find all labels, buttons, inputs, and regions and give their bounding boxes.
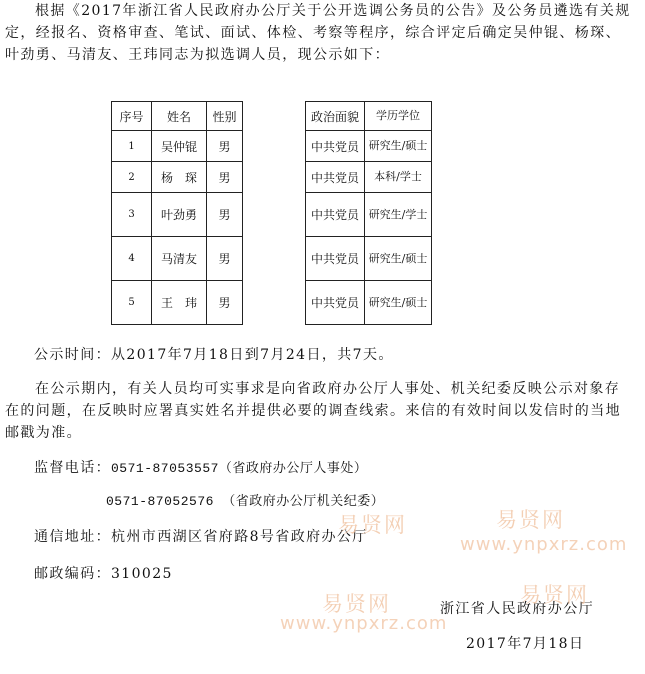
row-gender: 男: [207, 131, 243, 162]
watermark-text: 易贤网: [496, 508, 565, 532]
mailing-address: 通信地址：杭州市西湖区省府路8号省政府办公厅: [34, 529, 368, 545]
header-no: 序号: [112, 102, 152, 131]
intro-paragraph: 根据《2017年浙江省人民政府办公厅关于公开选调公务员的公告》及公务员遴选有关规定，经报名、资格审查、笔试、面试、体检、考察等程序，综合评定后确定吴仲锟、杨琛、叶劲勇、马清友、王玮同志为拟选调人员，现公示如下：: [5, 3, 631, 63]
issuing-organization: 浙江省人民政府办公厅: [440, 601, 594, 617]
row-education: 研究生/硕士: [365, 131, 432, 162]
table-row: [306, 193, 432, 237]
watermark-text: 易贤网: [520, 583, 589, 607]
notice-paragraph: 在公示期内，有关人员均可实事求是向省政府办公厅人事处、机关纪委反映公示对象存在的问题，在反映时应署真实姓名并提供必要的调查线索。来信的有效时间以发信时的当地邮戳为准。: [5, 381, 621, 441]
row-party: 中共党员: [306, 131, 365, 162]
phone-hr: 0571-87053557（省政府办公厅人事处）: [111, 461, 368, 476]
row-education: 研究生/学士: [365, 193, 432, 237]
table-row: [112, 237, 243, 281]
row-name: 吴仲锟: [152, 131, 207, 162]
row-party: 中共党员: [306, 237, 365, 281]
table-row: [306, 162, 432, 193]
watermark-url: www.ynpxrz.com: [460, 534, 628, 555]
candidate-table-right: [305, 101, 432, 325]
table-row: [306, 281, 432, 325]
table-row: [112, 162, 243, 193]
watermark-text: 易贤网: [322, 592, 391, 616]
row-no: 5: [112, 281, 152, 325]
table-row: [306, 131, 432, 162]
row-gender: 男: [207, 237, 243, 281]
watermark-url: www.ynpxrz.com: [280, 613, 448, 634]
postcode: 邮政编码：310025: [34, 566, 173, 582]
phone-discipline: 0571-87052576 （省政府办公厅机关纪委）: [106, 494, 385, 509]
row-gender: 男: [207, 193, 243, 237]
row-education: 研究生/硕士: [365, 281, 432, 325]
row-gender: 男: [207, 162, 243, 193]
watermark-text: 易贤网: [338, 513, 407, 537]
row-no: 4: [112, 237, 152, 281]
row-no: 2: [112, 162, 152, 193]
row-party: 中共党员: [306, 162, 365, 193]
table-row: [112, 281, 243, 325]
row-gender: 男: [207, 281, 243, 325]
header-education: 学历学位: [365, 102, 432, 131]
row-name: 马清友: [152, 237, 207, 281]
issue-date: 2017年7月18日: [466, 636, 585, 652]
row-name: 叶劲勇: [152, 193, 207, 237]
candidate-table-left: [111, 101, 243, 325]
row-party: 中共党员: [306, 193, 365, 237]
row-education: 研究生/硕士: [365, 237, 432, 281]
header-name: 姓名: [152, 102, 207, 131]
row-party: 中共党员: [306, 281, 365, 325]
row-name: 杨 琛: [152, 162, 207, 193]
header-party: 政治面貌: [306, 102, 365, 131]
phone-label: 监督电话：: [34, 460, 111, 476]
publicity-period: 公示时间：从2017年7月18日到7月24日，共7天。: [34, 347, 394, 363]
row-name: 王 玮: [152, 281, 207, 325]
header-gender: 性别: [207, 102, 243, 131]
row-no: 1: [112, 131, 152, 162]
table-row: [112, 193, 243, 237]
row-no: 3: [112, 193, 152, 237]
row-education: 本科/学士: [365, 162, 432, 193]
table-row: [112, 131, 243, 162]
table-row: [306, 237, 432, 281]
